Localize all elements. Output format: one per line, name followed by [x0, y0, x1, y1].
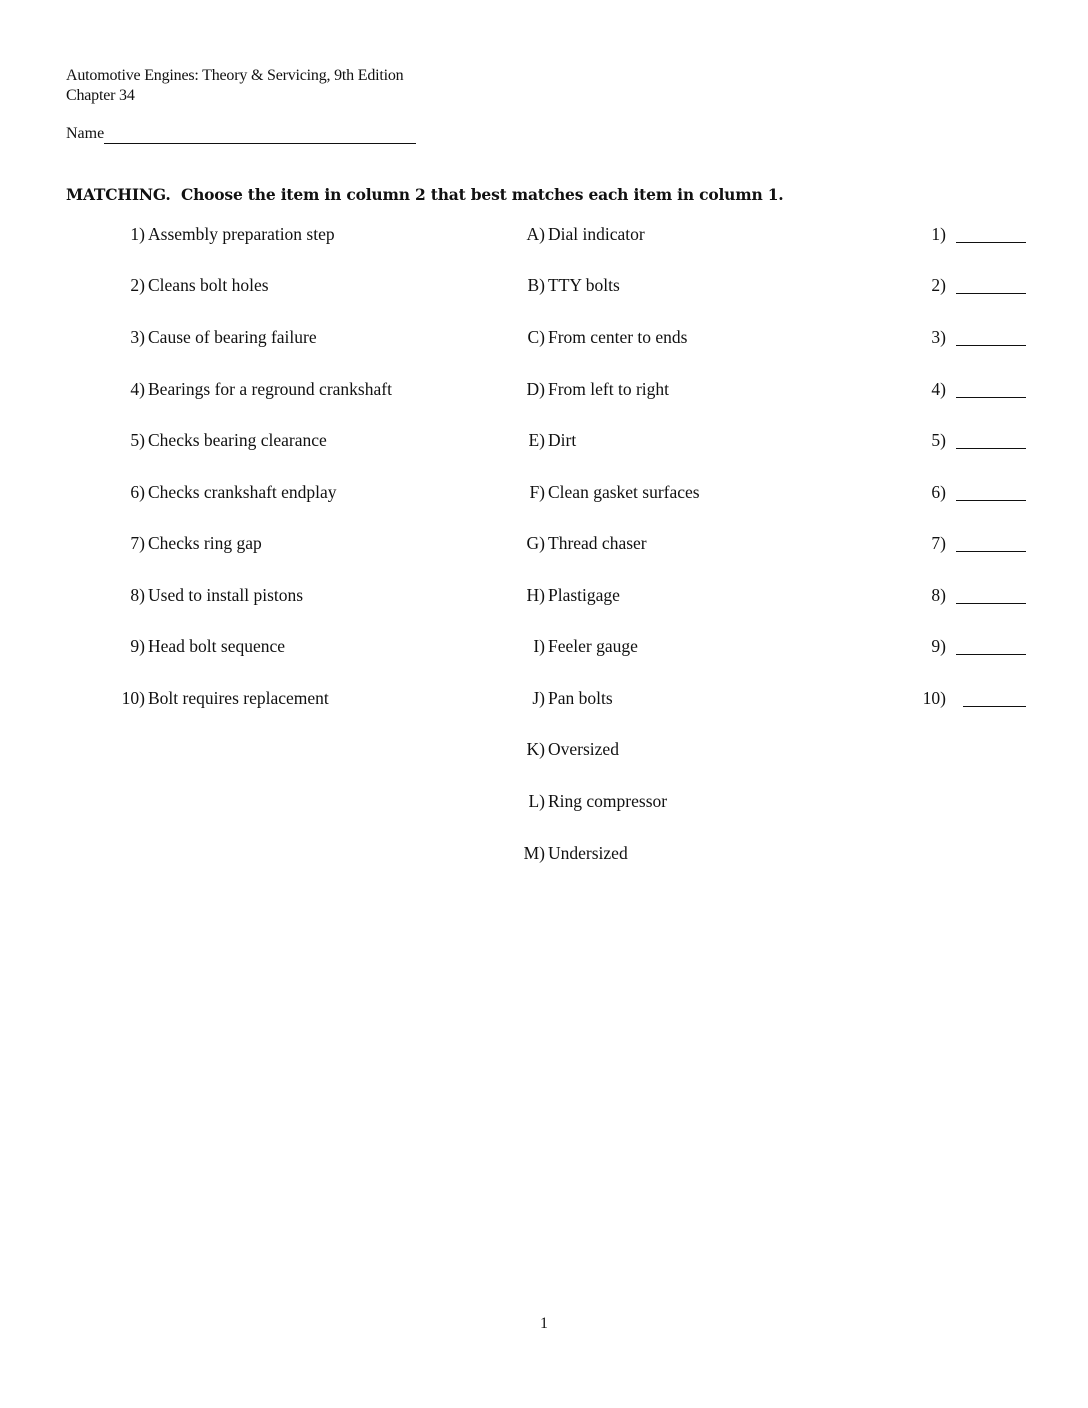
- choice-text: TTY bolts: [548, 275, 620, 295]
- answer-blank[interactable]: [956, 551, 1026, 552]
- answer-blank[interactable]: [956, 345, 1026, 346]
- choice-letter: C): [527, 327, 545, 347]
- matching-row: [0, 583, 1088, 607]
- question-number: 1): [130, 224, 145, 244]
- matching-row: [0, 634, 1088, 658]
- answer-number: 4): [931, 379, 946, 399]
- question-number: 8): [130, 585, 145, 605]
- choice-text: Ring compressor: [548, 791, 668, 811]
- question-text: Checks bearing clearance: [148, 430, 327, 450]
- answer-blank[interactable]: [956, 293, 1026, 294]
- matching-row: [0, 377, 1088, 401]
- question-number: 4): [130, 379, 145, 399]
- name-field-row: [66, 124, 416, 144]
- choice-letter: I): [533, 636, 545, 656]
- page-number: 1: [540, 1315, 548, 1332]
- answer-number: 7): [931, 533, 946, 553]
- choice-letter: G): [526, 533, 545, 553]
- question-text: Used to install pistons: [148, 585, 304, 605]
- question-number: 7): [130, 533, 145, 553]
- matching-instructions: MATCHING. Choose the item in column 2 that best matches each item in column 1.: [66, 185, 784, 204]
- question-text: Checks ring gap: [148, 533, 262, 553]
- question-text: Cleans bolt holes: [148, 275, 269, 295]
- question-text: Assembly preparation step: [148, 224, 335, 244]
- question-text: Bearings for a reground crankshaft: [148, 379, 392, 399]
- matching-row: [0, 325, 1088, 349]
- name-field[interactable]: [104, 127, 416, 144]
- choice-letter: K): [526, 739, 545, 759]
- question-number: 3): [130, 327, 145, 347]
- choice-text: Dirt: [548, 430, 577, 450]
- matching-row: [0, 222, 1088, 246]
- matching-row: [0, 273, 1088, 297]
- choice-text: Dial indicator: [548, 224, 645, 244]
- choice-letter: L): [528, 791, 545, 811]
- question-text: Cause of bearing failure: [148, 327, 317, 347]
- question-number: 6): [130, 482, 145, 502]
- answer-number: 3): [931, 327, 946, 347]
- choice-text: From left to right: [548, 379, 670, 399]
- choice-letter: B): [527, 275, 545, 295]
- choice-letter: M): [523, 843, 545, 863]
- choice-text: Thread chaser: [548, 533, 647, 553]
- choice-letter: D): [526, 379, 545, 399]
- choice-text: Clean gasket surfaces: [548, 482, 700, 502]
- question-number: 9): [130, 636, 145, 656]
- book-title: Automotive Engines: Theory & Servicing, 9th Edition: [66, 67, 404, 84]
- answer-number: 6): [931, 482, 946, 502]
- answer-blank[interactable]: [956, 397, 1026, 398]
- answer-blank[interactable]: [956, 654, 1026, 655]
- choice-text: Undersized: [548, 843, 628, 863]
- choice-letter: H): [526, 585, 545, 605]
- matching-row: [0, 480, 1088, 504]
- choice-letter: J): [532, 688, 545, 708]
- matching-row: [0, 686, 1088, 710]
- question-number: 5): [130, 430, 145, 450]
- question-number: 10): [121, 688, 145, 708]
- answer-number: 2): [931, 275, 946, 295]
- matching-row: [0, 428, 1088, 452]
- matching-row: [0, 789, 1088, 813]
- answer-number: 10): [922, 688, 946, 708]
- choice-text: Oversized: [548, 739, 619, 759]
- answer-number: 5): [931, 430, 946, 450]
- answer-blank[interactable]: [956, 500, 1026, 501]
- answer-number: 1): [931, 224, 946, 244]
- matching-row: [0, 737, 1088, 761]
- name-label: Name: [66, 125, 105, 142]
- choice-text: Pan bolts: [548, 688, 613, 708]
- choice-text: Plastigage: [548, 585, 620, 605]
- answer-blank[interactable]: [963, 706, 1026, 707]
- choice-letter: E): [528, 430, 545, 450]
- question-number: 2): [130, 275, 145, 295]
- matching-row: [0, 841, 1088, 865]
- matching-row: [0, 531, 1088, 555]
- answer-number: 9): [931, 636, 946, 656]
- answer-blank[interactable]: [956, 603, 1026, 604]
- answer-blank[interactable]: [956, 448, 1026, 449]
- question-text: Head bolt sequence: [148, 636, 286, 656]
- question-text: Bolt requires replacement: [148, 688, 329, 708]
- choice-text: Feeler gauge: [548, 636, 638, 656]
- choice-text: From center to ends: [548, 327, 688, 347]
- answer-blank[interactable]: [956, 242, 1026, 243]
- chapter-label: Chapter 34: [66, 87, 135, 104]
- question-text: Checks crankshaft endplay: [148, 482, 337, 502]
- choice-letter: F): [529, 482, 545, 502]
- choice-letter: A): [526, 224, 545, 244]
- answer-number: 8): [931, 585, 946, 605]
